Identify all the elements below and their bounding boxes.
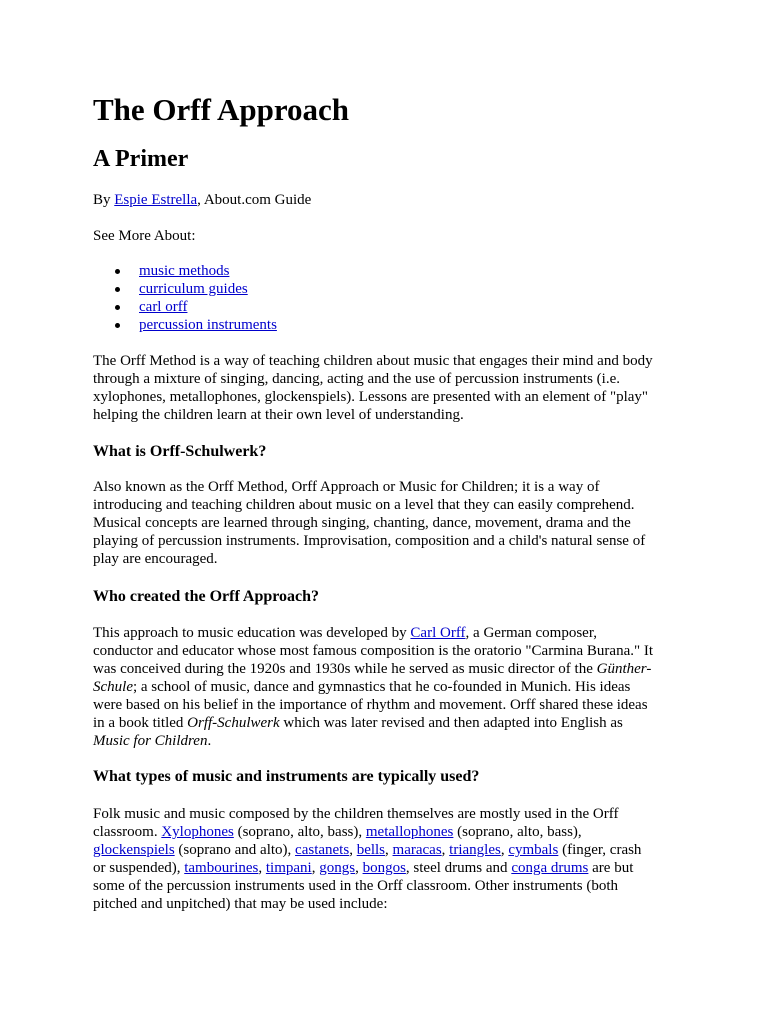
- text: was conceived during the 1920s and 1930s while he served as music director of the: [93, 661, 597, 677]
- byline: [93, 191, 683, 209]
- paragraph-line: Also known as the Orff Method, Orff Approach or Music for Children; it is a way of: [93, 479, 600, 495]
- page-title: The Orff Approach: [93, 92, 350, 127]
- bongos-link[interactable]: bongos: [362, 860, 406, 876]
- intro-line: The Orff Method is a way of teaching children about music that engages their mind and body: [93, 353, 653, 369]
- list-item: [93, 298, 277, 316]
- paragraph-line: some of the percussion instruments used in the Orff classroom. Other instruments (both: [93, 878, 619, 894]
- text: which was later revised and then adapted into English as: [279, 715, 623, 731]
- paragraph-line: [93, 714, 683, 732]
- gongs-link[interactable]: gongs: [319, 860, 356, 876]
- castanets-link[interactable]: castanets: [295, 842, 350, 858]
- carl-orff-link[interactable]: Carl Orff: [410, 625, 466, 641]
- paragraph-line: conductor and educator whose most famous composition is the oratorio "Carmina Burana." It: [93, 643, 654, 659]
- section2-paragraph: [93, 624, 683, 750]
- intro-line: xylophones, metallophones, glockenspiels). Lessons are presented with an element of "play": [93, 389, 649, 405]
- list-item: [93, 316, 277, 334]
- emphasis: Music for Children: [93, 733, 208, 749]
- intro-line: through a mixture of singing, dancing, acting and the use of percussion instruments (i.e.: [93, 371, 620, 387]
- byline-suffix: , About.com Guide: [197, 192, 312, 208]
- text: This approach to music education was developed by: [93, 625, 411, 641]
- text: , steel drums and: [405, 860, 512, 876]
- text: or suspended),: [93, 860, 185, 876]
- paragraph-line: [93, 823, 683, 841]
- list-item: [93, 280, 277, 298]
- see-more-list: [93, 262, 277, 334]
- text: classroom.: [93, 824, 162, 840]
- see-more-link[interactable]: curriculum guides: [139, 281, 248, 297]
- bells-link[interactable]: bells: [356, 842, 386, 858]
- emphasis: Orff-Schulwerk: [187, 715, 280, 731]
- see-more-link[interactable]: percussion instruments: [139, 317, 277, 333]
- bullet-icon: [115, 305, 120, 310]
- page-subtitle: A Primer: [93, 146, 189, 172]
- text: in a book titled: [93, 715, 188, 731]
- section-heading: Who created the Orff Approach?: [93, 588, 320, 605]
- paragraph-line: introducing and teaching children about music on a level that they can easily comprehend.: [93, 497, 635, 513]
- see-more-link[interactable]: carl orff: [139, 299, 188, 315]
- paragraph-line: were based on his belief in the importance of rhythm and movement. Orff shared these ideas: [93, 697, 648, 713]
- paragraph-line: [93, 660, 683, 678]
- section1-paragraph: [93, 478, 683, 568]
- paragraph-line: playing of percussion instruments. Improvisation, composition and a child's natural sense of: [93, 533, 646, 549]
- byline-prefix: By: [93, 192, 115, 208]
- metallophones-link[interactable]: metallophones: [365, 824, 454, 840]
- maracas-link[interactable]: maracas: [392, 842, 442, 858]
- text: (soprano, alto, bass),: [233, 824, 366, 840]
- text: ; a school of music, dance and gymnastics that he co-founded in Munich. His ideas: [132, 679, 631, 695]
- paragraph-line: [93, 732, 683, 750]
- cymbals-link[interactable]: cymbals: [508, 842, 559, 858]
- emphasis: Schule: [93, 679, 133, 695]
- bullet-icon: [115, 323, 120, 328]
- text: .: [207, 733, 212, 749]
- bullet-icon: [115, 287, 120, 292]
- paragraph-line: Folk music and music composed by the children themselves are mostly used in the Orff: [93, 806, 619, 822]
- text: are but: [588, 860, 634, 876]
- intro-paragraph: [93, 352, 683, 424]
- text: (finger, crash: [558, 842, 642, 858]
- timpani-link[interactable]: timpani: [265, 860, 312, 876]
- text: , a German composer,: [465, 625, 597, 641]
- paragraph-line: [93, 678, 683, 696]
- see-more-label: See More About:: [93, 228, 196, 244]
- triangles-link[interactable]: triangles: [449, 842, 501, 858]
- paragraph-line: [93, 624, 683, 642]
- section3-paragraph: [93, 805, 683, 913]
- paragraph-line: pitched and unpitched) that may be used include:: [93, 896, 388, 912]
- xylophones-link[interactable]: Xylophones: [161, 824, 234, 840]
- glockenspiels-link[interactable]: glockenspiels: [93, 842, 175, 858]
- text: (soprano and alto),: [174, 842, 296, 858]
- paragraph-line: or suspended), tambourines, timpani, gongs, bongos, steel drums and conga drums are but: [93, 860, 634, 876]
- intro-line: helping the children learn at their own level of understanding.: [93, 407, 464, 423]
- emphasis: Günther-: [596, 661, 652, 677]
- bullet-icon: [115, 269, 120, 274]
- text: (soprano, alto, bass),: [453, 824, 582, 840]
- tambourines-link[interactable]: tambourines: [184, 860, 259, 876]
- paragraph-line: play are encouraged.: [93, 551, 218, 567]
- paragraph-line: glockenspiels (soprano and alto), castanets, bells, maracas, triangles, cymbals (finger, crash: [93, 842, 642, 858]
- paragraph-line: Musical concepts are learned through singing, chanting, dance, movement, drama and the: [93, 515, 631, 531]
- section-heading: What is Orff-Schulwerk?: [93, 443, 267, 460]
- see-more-link[interactable]: music methods: [139, 263, 230, 279]
- section-heading: What types of music and instruments are typically used?: [93, 768, 480, 785]
- author-link[interactable]: Espie Estrella: [114, 192, 198, 208]
- conga-drums-link[interactable]: conga drums: [511, 860, 589, 876]
- list-item: [93, 262, 277, 280]
